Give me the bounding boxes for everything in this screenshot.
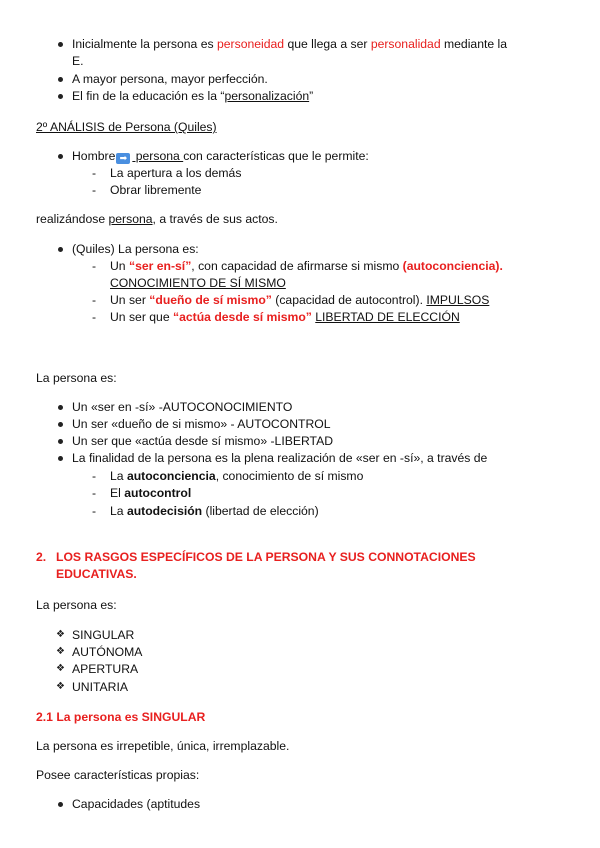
persona-es-bullet-2: Un ser «dueño de si mismo» - AUTOCONTROL [72,417,331,431]
section-2-intro: La persona es: [36,598,117,612]
realizandose-paragraph: realizándose persona, a través de sus actos. [36,212,278,226]
dash-marker: - [92,504,97,518]
quiles-sub-3: Un ser que “actúa desde sí mismo” LIBERTAD DE ELECCIÓN [110,310,460,324]
bullet-dot [58,77,63,82]
hombre-sub-2: Obrar libremente [110,183,202,197]
rasgo-item: AUTÓNOMA [72,645,143,659]
persona-es-sub-3: La autodecisión (libertad de elección) [110,504,319,518]
subsection-2-1-heading: 2.1 La persona es SINGULAR [36,710,206,724]
bullet-dot [58,456,63,461]
intro-bullet-2: A mayor persona, mayor perfección. [72,72,268,86]
quiles-sub-1: Un “ser en-sí”, con capacidad de afirmarse si mismo (autoconciencia). [110,259,503,273]
analysis-heading: 2º ANÁLISIS de Persona (Quiles) [36,120,217,134]
diamond-bullet-icon: ❖ [56,646,65,657]
dash-marker: - [92,310,97,324]
persona-es-bullet-1: Un «ser en -sí» -AUTOCONOCIMIENTO [72,400,293,414]
section-2-title-line-1: LOS RASGOS ESPECÍFICOS DE LA PERSONA Y SUS CONNOTACIONES [56,550,476,564]
hombre-sub-1: La apertura a los demás [110,166,242,180]
dash-marker: - [92,166,97,180]
intro-bullet-3: El fin de la educación es la “personalización” [72,89,314,103]
intro-bullet-1: Inicialmente la persona es personeidad que llega a ser personalidad mediante la [72,37,508,51]
persona-es-bullet-3: Un ser que «actúa desde sí mismo» -LIBERTAD [72,434,334,448]
diamond-bullet-icon: ❖ [56,629,65,640]
persona-es-bullet-4: La finalidad de la persona es la plena realización de «ser en -sí», a través de [72,451,488,465]
section-2-number: 2. [36,550,47,564]
persona-es-intro: La persona es: [36,371,117,385]
rasgo-item: APERTURA [72,662,139,676]
bullet-dot [58,802,63,807]
dash-marker: - [92,293,97,307]
capacidades-bullet: Capacidades (aptitudes [72,797,201,811]
dash-marker: - [92,259,97,273]
quiles-sub-1-cont: CONOCIMIENTO DE SÍ MISMO [110,276,286,290]
section-2-title-line-2: EDUCATIVAS. [56,567,137,581]
rasgo-item: UNITARIA [72,680,128,694]
diamond-bullet-icon: ❖ [56,681,65,692]
rasgo-item: SINGULAR [72,628,135,642]
persona-es-sub-1: La autoconciencia, conocimiento de sí mismo [110,469,364,483]
bullet-dot [58,405,63,410]
quiles-bullet: (Quiles) La persona es: [72,242,199,256]
bullet-dot [58,439,63,444]
bullet-dot [58,94,63,99]
bullet-dot [58,42,63,47]
singular-paragraph-1: La persona es irrepetible, única, irremplazable. [36,739,290,753]
singular-paragraph-2: Posee características propias: [36,768,200,782]
bullet-dot [58,154,63,159]
diamond-bullet-icon: ❖ [56,663,65,674]
dash-marker: - [92,486,97,500]
bullet-dot [58,247,63,252]
quiles-sub-2: Un ser “dueño de sí mismo” (capacidad de autocontrol). IMPULSOS [110,293,490,307]
intro-bullet-1-cont: E. [72,54,84,68]
hombre-bullet: Hombre ➡ persona con características que le permite: [72,149,369,163]
persona-es-sub-2: El autocontrol [110,486,192,500]
dash-marker: - [92,469,97,483]
dash-marker: - [92,183,97,197]
right-arrow-icon: ➡ [116,153,130,164]
bullet-dot [58,422,63,427]
